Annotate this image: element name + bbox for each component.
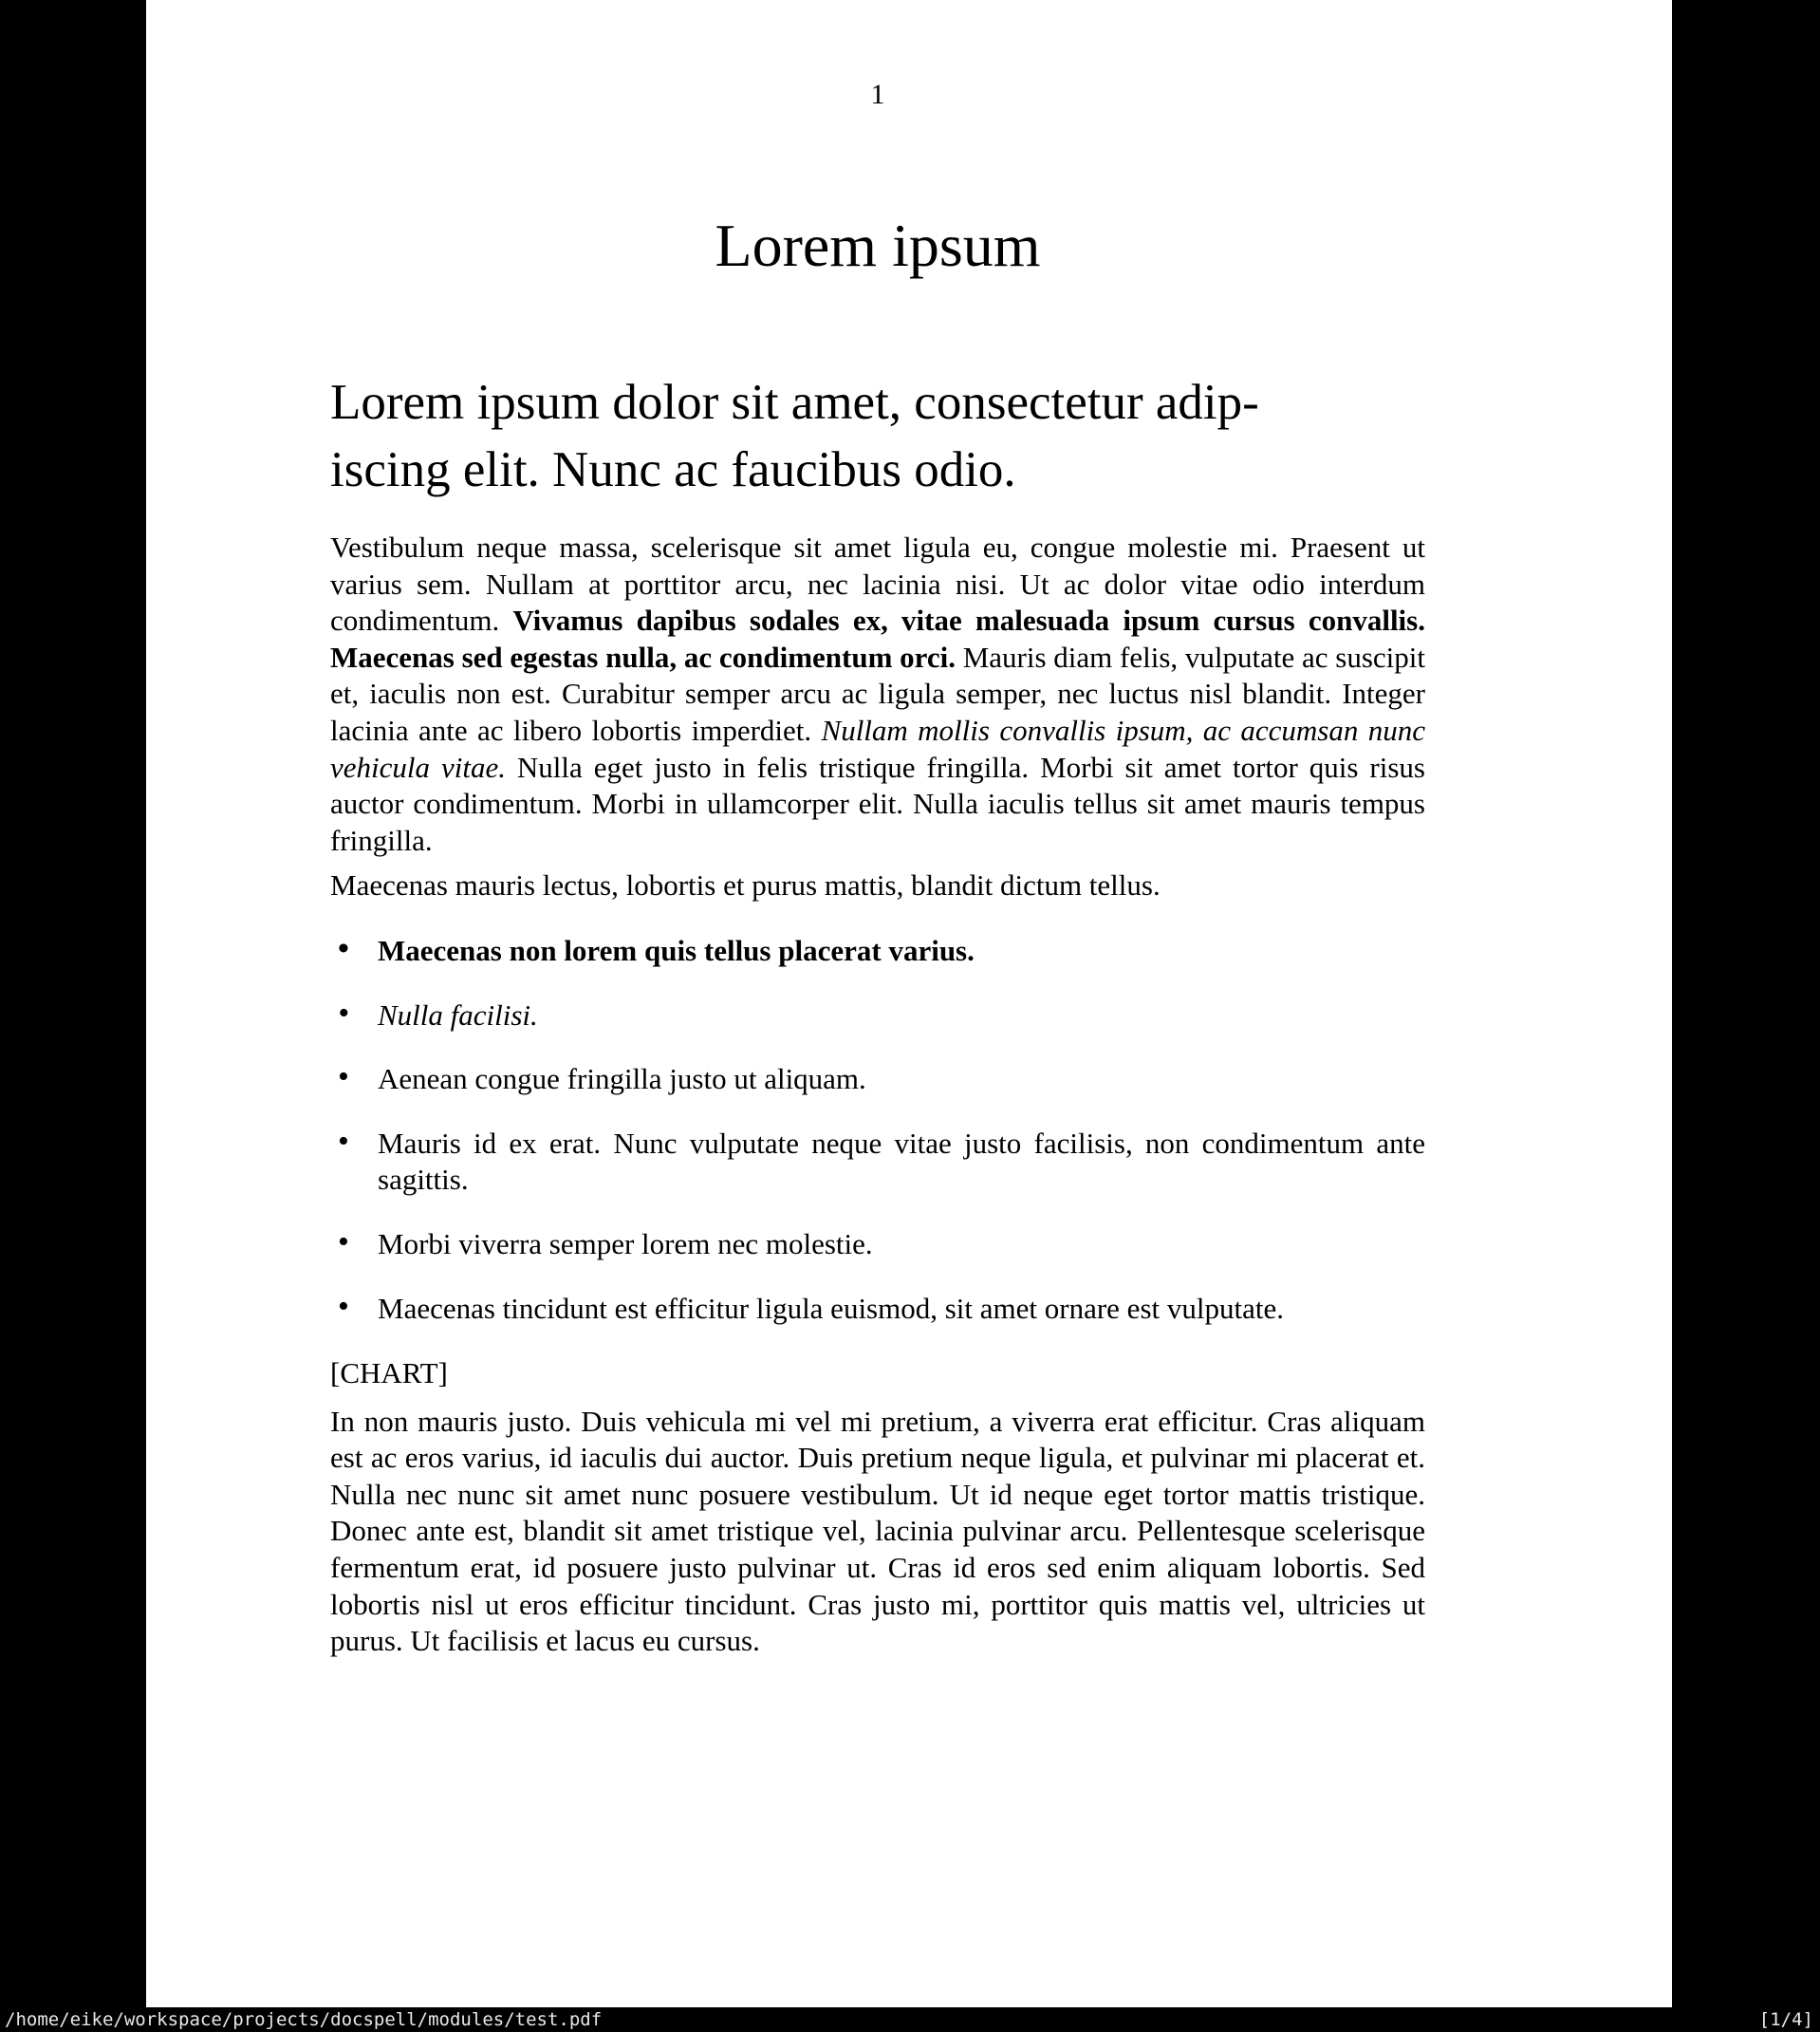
chart-placeholder: [CHART] [330, 1356, 448, 1390]
list-item: • Mauris id ex erat. Nunc vulputate neque vitae justo facilisis, non condimentum ante sagittis. [330, 1126, 1425, 1199]
paragraph-segment-bold: Vivamus dapibus sodales ex, vitae malesuada ipsum cursus convallis. Maecenas sed egestas nulla, ac condimentum orci. [330, 604, 1425, 674]
paragraph-maecenas: Maecenas mauris lectus, lobortis et purus mattis, blandit dictum tellus. [330, 868, 1161, 903]
paragraph-closing: In non mauris justo. Duis vehicula mi vel mi pretium, a viverra erat efficitur. Cras aliquam est ac eros varius, id iaculis dui auctor. Duis pretium neque ligula, et pulvinar mi placerat et. Nulla nec nunc sit amet nunc posuere vestibulum. Ut id neque eget tortor mattis tristique. Donec ante est, blandit sit amet tristique vel, lacinia pulvinar arcu. Pellentesque scelerisque fermentum erat, id posuere justo pulvinar ut. Cras id eros sed enim aliquam lobortis. Sed lobortis nisl ut eros efficitur tincidunt. Cras justo mi, porttitor quis mattis vel, ultricies ut purus. Ut facilisis et lacus eu cursus. [330, 1404, 1425, 1658]
paragraph-segment-normal: Mauris diam felis, vulputate ac suscipit et, iaculis non est. Curabitur semper arcu ac ligula semper, nec luctus nisl blandit. Integer lacinia ante ac libero lobortis imperdiet. [330, 640, 1426, 747]
section-heading-line-1: Lorem ipsum dolor sit amet, consectetur adip- [330, 375, 1259, 430]
list-item: • Nulla facilisi. [330, 997, 1425, 1035]
page-content [146, 0, 1672, 2007]
statusbar-file-path: /home/eike/workspace/projects/docspell/modules/test.pdf [5, 2009, 603, 2030]
list-item: • Aenean congue fringilla justo ut aliquam. [330, 1061, 1425, 1098]
paragraph-segment-normal: Nulla eget justo in felis tristique fringilla. Morbi sit amet tortor quis risus auctor condimentum. Morbi in ullamcorper elit. Nulla iaculis tellus sit amet mauris tempus fringilla. [330, 750, 1425, 857]
list-item: • Morbi viverra semper lorem nec molestie. [330, 1226, 1425, 1263]
list-item: • Maecenas non lorem quis tellus placerat varius. [330, 933, 1425, 970]
page-number: 1 [870, 79, 885, 110]
statusbar [0, 2007, 1820, 2032]
document-title: Lorem ipsum [715, 212, 1041, 279]
bullet-list [330, 933, 1425, 1327]
paragraph-segment-normal: Vestibulum neque massa, scelerisque sit amet ligula eu, congue molestie mi. Praesent ut varius sem. Nullam at porttitor arcu, nec lacinia nisi. Ut ac dolor vitae odio interdum condimentum. [330, 531, 1425, 638]
section-heading [330, 369, 1425, 504]
pdf-page[interactable] [146, 0, 1672, 2007]
paragraph-segment-italic: Nullam mollis convallis ipsum, ac accumsan nunc vehicula vitae. [330, 713, 1425, 784]
list-item: • Maecenas tincidunt est efficitur ligula euismod, sit amet ornare est vulputate. [330, 1291, 1425, 1328]
paragraph-intro [330, 530, 1425, 859]
section-heading-line-2: iscing elit. Nunc ac faucibus odio. [330, 442, 1016, 497]
statusbar-page-indicator: [1/4] [1758, 2009, 1813, 2030]
